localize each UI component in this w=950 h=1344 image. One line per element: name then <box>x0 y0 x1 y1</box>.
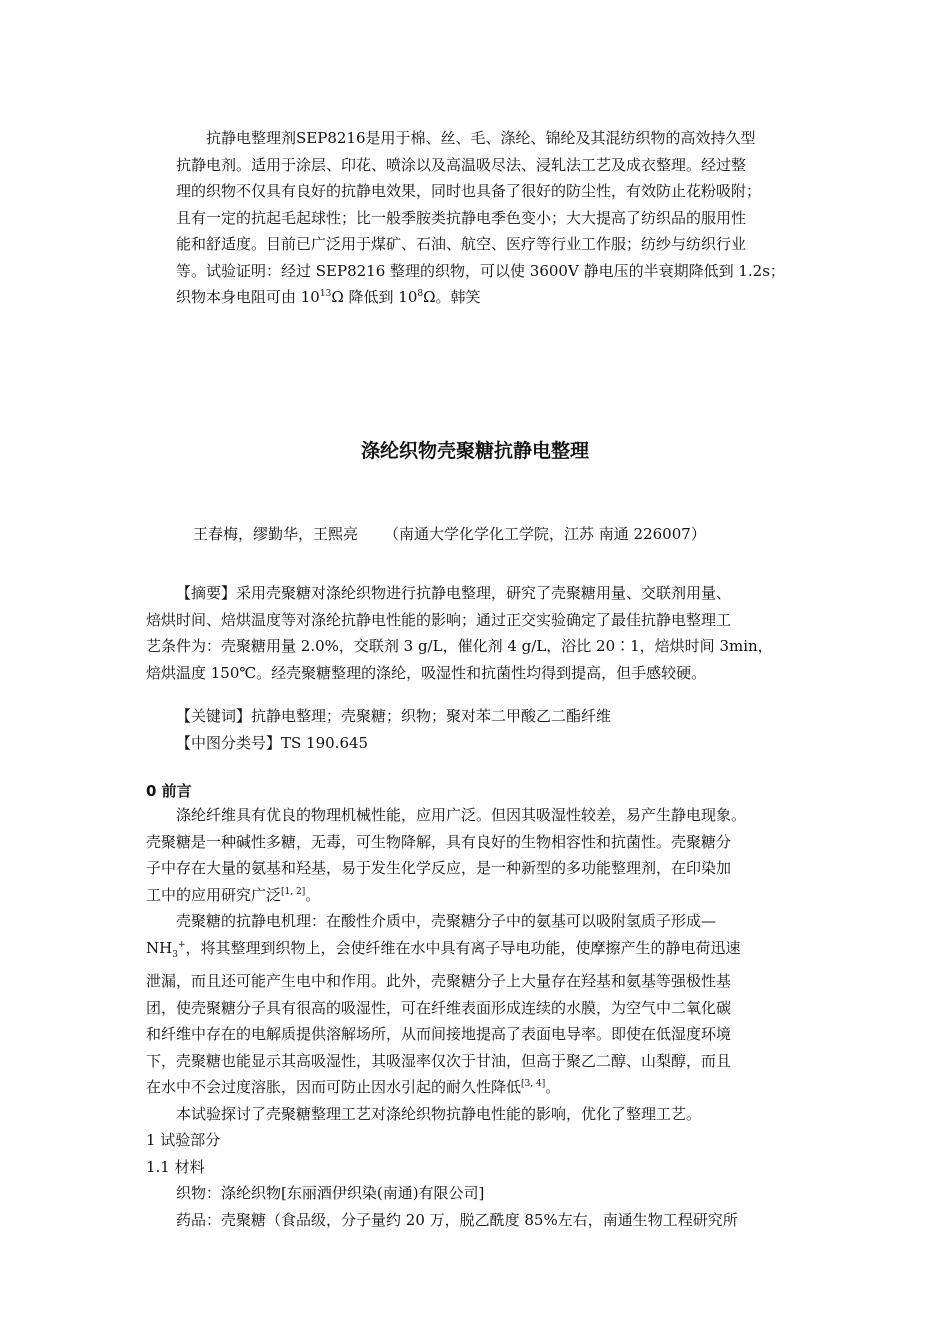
intro-last-line <box>176 284 826 311</box>
body-line: 药品：壳聚糖（食品级，分子量约 20 万，脱乙酰度 85%左右，南通生物工程研究所 <box>176 1210 738 1229</box>
abstract-line: 焙烘时间、焙烘温度等对涤纶抗静电性能的影响；通过正交实验确定了最佳抗静电整理工 <box>146 610 732 629</box>
body-text: 。 <box>545 1078 561 1096</box>
body-line: 涤纶纤维具有优良的物理机械性能，应用广泛。但因其吸湿性较差，易产生静电现象。 <box>176 806 747 824</box>
body-line: 壳聚糖的抗静电机理：在酸性介质中，壳聚糖分子中的氨基可以吸附氢质子形成— <box>176 912 717 930</box>
formula: NH <box>146 938 173 957</box>
body-line <box>146 935 826 969</box>
body-line: 泄漏，而且还可能产生电中和作用。此外，壳聚糖分子上大量存在羟基和氨基等强极性基 <box>146 972 732 990</box>
body-line: 子中存在大量的氨基和羟基，易于发生化学反应，是一种新型的多功能整理剂，在印染加 <box>146 859 732 877</box>
sub-heading: 1.1 材料 <box>146 1157 205 1176</box>
intro-line: 抗静电剂。适用于涂层、印花、喷涂以及高温吸尽法、浸轧法工艺及成衣整理。经过整 <box>176 155 747 174</box>
intro-paragraph <box>176 125 826 311</box>
article-title: 涤纶织物壳聚糖抗静电整理 <box>360 440 589 462</box>
intro-line: 能和舒适度。目前已广泛用于煤矿、石油、航空、医疗等行业工作服；纺纱与纺织行业 <box>176 235 747 253</box>
intro-line: 等。试验证明：经过 SEP8216 整理的织物，可以使 3600V 静电压的半衰期降低到 1.2s； <box>176 261 785 280</box>
body-line <box>146 1074 826 1101</box>
section-heading: 0 前言 <box>146 782 192 800</box>
keywords: 【关键词】抗静电整理；壳聚糖；织物；聚对苯二甲酸乙二酯纤维 <box>176 707 612 725</box>
body-line: 和纤维中存在的电解质提供溶解场所，从而间接地提高了表面电导率。即使在低湿度环境 <box>146 1025 732 1043</box>
intro-line: 抗静电整理剂SEP8216是用于棉、丝、毛、涤纶、锦纶及其混纺织物的高效持久型 <box>206 129 756 147</box>
body-line: 壳聚糖是一种碱性多糖，无毒，可生物降解，具有良好的生物相容性和抗菌性。壳聚糖分 <box>146 832 732 851</box>
body-line: 团，使壳聚糖分子具有很高的吸湿性，可在纤维表面形成连续的水膜，为空气中二氧化碳 <box>146 998 732 1017</box>
intro-text: Ω 降低到 10 <box>331 288 418 306</box>
intro-text: Ω。韩笑 <box>423 288 481 306</box>
section-body <box>146 802 826 1233</box>
abstract-line: 【摘要】采用壳聚糖对涤纶织物进行抗静电整理，研究了壳聚糖用量、交联剂用量、 <box>176 584 732 602</box>
body-line: 下，壳聚糖也能显示其高吸湿性，其吸湿率仅次于甘油，但高于聚乙二醇、山梨醇，而且 <box>146 1051 732 1070</box>
affiliation: （南通大学化学化工学院，江苏 南通 226007） <box>384 525 706 543</box>
citation: [3, 4] <box>521 1079 546 1089</box>
body-line: 本试验探讨了壳聚糖整理工艺对涤纶织物抗静电性能的影响，优化了整理工艺。 <box>176 1104 702 1123</box>
body-text: ，将其整理到织物上，会使纤维在水中具有离子导电功能，使摩擦产生的静电荷迅速 <box>185 938 741 957</box>
author-line <box>193 523 706 544</box>
intro-line: 理的织物不仅具有良好的抗静电效果，同时也具备了很好的防尘性，有效防止花粉吸附； <box>176 182 762 200</box>
classification-number: 【中图分类号】TS 190.645 <box>176 734 369 752</box>
body-line: 织物：涤纶织物[东丽酒伊织染(南通)有限公司] <box>176 1184 485 1202</box>
abstract <box>146 580 826 686</box>
abstract-line: 焙烘温度 150℃。经壳聚糖整理的涤纶，吸湿性和抗菌性均得到提高，但手感较硬。 <box>146 663 707 682</box>
authors: 王春梅，缪勤华，王熙亮 <box>193 525 359 543</box>
subscript: 3 <box>172 949 178 960</box>
body-text: 在水中不会过度溶胀，因而可防止因水引起的耐久性降低 <box>146 1078 522 1096</box>
exponent: 13 <box>319 289 332 299</box>
citation: [1, 2] <box>281 886 306 897</box>
body-line <box>146 882 826 909</box>
superscript: + <box>177 939 186 950</box>
section-heading: 1 试验部分 <box>146 1131 221 1149</box>
body-text: 。 <box>305 885 321 904</box>
intro-line: 且有一定的抗起毛起球性；比一般季胺类抗静电季色变小；大大提高了纺织品的服用性 <box>176 208 747 227</box>
exponent: 8 <box>417 289 424 299</box>
body-text: 工中的应用研究广泛 <box>146 885 282 904</box>
intro-text: 织物本身电阻可由 10 <box>176 288 320 306</box>
abstract-line: 艺条件为：壳聚糖用量 2.0%，交联剂 3 g/L，催化剂 4 g/L，浴比 20∶1，焙烘时间 3min， <box>146 637 773 655</box>
